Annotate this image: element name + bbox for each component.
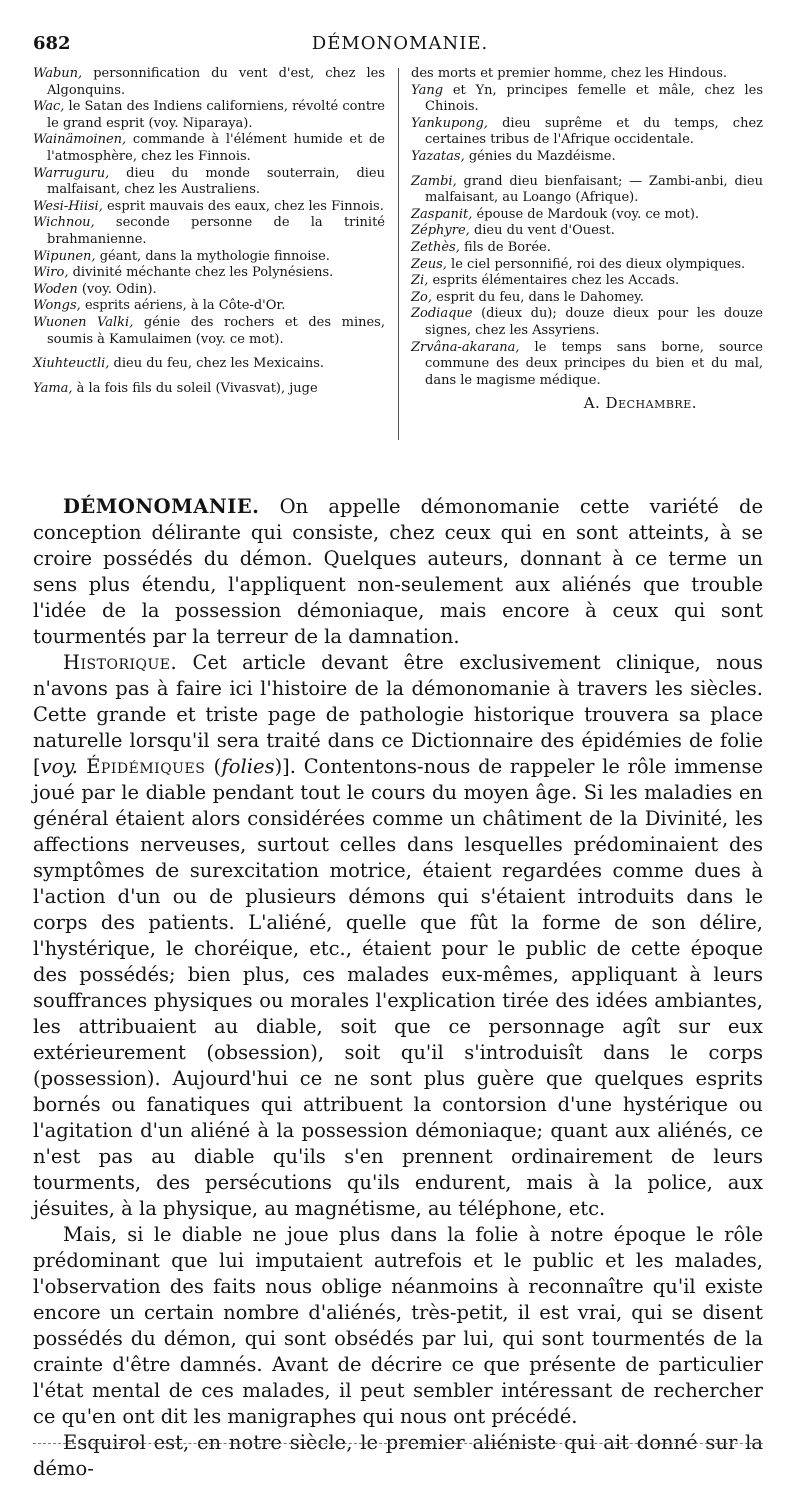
paragraph-3: Esquirol est, en notre siècle, le premier aliéniste qui ait donné sur la démo- xyxy=(33,1431,763,1480)
glossary-entry xyxy=(411,116,763,149)
glossary-entry xyxy=(33,356,385,373)
intro-paragraph xyxy=(33,494,763,650)
entry-term: Wesi-Hiisi, xyxy=(33,198,103,214)
glossary-entry xyxy=(33,315,385,348)
entry-text: le ciel personnifié, roi des dieux olympiques. xyxy=(446,256,746,272)
glossary-entry xyxy=(33,265,385,282)
entry-term: Wichnou, xyxy=(33,215,95,231)
entry-text: fils de Borée. xyxy=(459,239,551,255)
historique-text-b: )]. Contentons-nous de rappeler le rôle immense joué par le diable pendant tout le cours du moyen âge. Si les maladies en général étaient alors considérées comme un châtiment de la Divinité, les affections nerveuses, surtout celles dans lesquelles prédominaient des symptômes de surexcitation motrice, étaient regardées comme dues à l'action d'un ou de plusieurs démons qui s'étaient introduits dans le corps des patients. L'aliéné, quelle que fût la forme de son délire, l'hystérique, le choréique, etc., étaient pour le public de cette époque des possédés; bien plus, ces malades eux-mêmes, appliquant à leurs souffrances physiques ou morales l'explication tirée des idées ambiantes, les attribuaient au diable, soit que ce personnage agît sur eux extérieurement (obsession), soit qu'il s'introduisît dans le corps (possession). Aujourd'hui ce ne sont plus guère que quelques esprits bornés ou fanatiques qui attribuent la contorsion d'une hystérique ou l'agitation d'un aliéné à la possession démoniaque; quant aux aliénés, ce n'est pas au diable qu'ils s'en prennent ordinairement de leurs tourments, des persécutions qu'ils endurent, mais à la police, aux jésuites, à la physique, au magnétisme, au téléphone, etc. xyxy=(33,755,763,1220)
historique-ref: Épidémiques ( xyxy=(78,755,222,778)
entry-term: Zeus, xyxy=(411,256,447,272)
page-number: 682 xyxy=(33,33,71,54)
entry-term: Wongs, xyxy=(33,298,81,314)
left-column xyxy=(33,66,385,397)
entry-text: le temps sans borne, source commune des deux principes du bien et du mal, dans le magisme médique. xyxy=(425,339,763,388)
entry-term: Yankupong, xyxy=(411,115,488,131)
entry-text: et Yn, principes femelle et mâle, chez les Chinois. xyxy=(425,82,763,115)
entry-term: Wainämoinen, xyxy=(33,132,127,148)
entry-term: Zambi, xyxy=(411,173,457,189)
entry-text: divinité méchante chez les Polynésiens. xyxy=(68,265,334,281)
entry-term: Wiro, xyxy=(33,265,69,281)
glossary-entry xyxy=(411,257,763,274)
entry-text: (voy. Odin). xyxy=(77,281,157,297)
glossary-entry xyxy=(33,166,385,199)
entry-term: Wac, xyxy=(33,99,65,115)
entry-text: géant, dans la mythologie finnoise. xyxy=(95,248,330,264)
glossary-entry xyxy=(411,149,763,166)
entry-term: Yazatas, xyxy=(411,148,465,164)
glossary-entry xyxy=(411,83,763,116)
intro-text: On appelle démonomanie cette variété de conception délirante qui consiste, chez ceux qui en sont atteints, à se croire possédés du démon. Quelques auteurs, donnant à ce terme un sens plus étendu, l'appliquent non-seulement aux aliénés que trouble l'idée de la possession démoniaque, mais encore à ceux qui sont tourmentés par la terreur de la damnation. xyxy=(33,495,763,648)
entry-term: Yama, xyxy=(33,380,73,396)
entry-text: dieu suprême et du temps, chez certaines tribus de l'Afrique occidentale. xyxy=(425,115,763,148)
entry-term: Wipunen, xyxy=(33,248,96,264)
entry-term: Zaspanit, xyxy=(411,206,473,222)
entry-term: Zéphyre, xyxy=(411,223,470,239)
entry-term: Woden xyxy=(33,281,78,297)
entry-text: génie des rochers et des mines, soumis à Kamulaimen (voy. ce mot). xyxy=(47,314,385,347)
historique-voy: voy. xyxy=(40,755,78,778)
glossary-entry xyxy=(411,223,763,240)
entry-text: à la fois fils du soleil (Vivasvat), juge xyxy=(72,380,318,396)
signature: A. Dechambre. xyxy=(583,394,697,413)
entry-text: épouse de Mardouk (voy. ce mot). xyxy=(472,206,700,222)
entry-text: esprit mauvais des eaux, chez les Finnois. xyxy=(102,198,384,214)
glossary-entry xyxy=(33,282,385,299)
glossary-entry xyxy=(411,290,763,307)
right-column xyxy=(411,66,763,412)
entry-text: des morts et premier homme, chez les Hindous. xyxy=(411,66,728,81)
entry-text: personnification du vent d'est, chez les Algonquins. xyxy=(47,66,385,98)
glossary-entry xyxy=(411,174,763,207)
historique-paragraph xyxy=(33,650,763,1222)
entry-term: Zrvâna-akarana, xyxy=(411,339,520,355)
glossary-entry xyxy=(33,199,385,216)
historique-folies: folies xyxy=(221,755,275,778)
paragraph-2: Mais, si le diable ne joue plus dans la folie à notre époque le rôle prédominant que lui imputaient autrefois et le public et les malades, l'observation des faits nous oblige néanmoins à reconnaître qu'il existe encore un certain nombre d'aliénés, très-petit, il est vrai, qui se disent possédés du démon, qui sont obsédés par lui, qui sont tourmentés de la crainte d'être damnés. Avant de décrire ce que présente de particulier l'état mental de ces malades, il peut sembler intéressant de rechercher ce qu'en ont dit les manigraphes qui nous ont précédé. xyxy=(33,1223,763,1428)
glossary-entry xyxy=(33,249,385,266)
entry-term: Zi, xyxy=(411,273,429,289)
entry-text: esprits élémentaires chez les Accads. xyxy=(428,273,680,289)
article-body xyxy=(33,494,763,1482)
glossary-entry xyxy=(33,132,385,165)
entry-text: grand dieu bienfaisant; — Zambi-anbi, dieu malfaisant, au Loango (Afrique). xyxy=(425,173,763,206)
glossary-entry xyxy=(411,340,763,390)
glossary-entry xyxy=(33,215,385,248)
glossary-entry xyxy=(33,381,385,398)
entry-term: Xiuhteuctli, xyxy=(33,356,110,372)
glossary-entry xyxy=(33,298,385,315)
historique-text-a: Cet article devant être exclusivement clinique, nous n'avons pas à faire ici l'histoire de la démonomanie à travers les siècles. Cette grande et triste page de pathologie historique trouvera sa place naturelle lorsqu'il sera traité dans ce Dictionnaire des épidémies de folie [ xyxy=(33,651,763,778)
entry-term: Zodiaque xyxy=(411,306,473,322)
entry-term: Yang xyxy=(411,82,444,98)
entry-term: Zethès, xyxy=(411,239,460,255)
historique-label: Historique. xyxy=(63,651,178,674)
entry-term: Zo, xyxy=(411,289,432,305)
article-headword: DÉMONOMANIE. xyxy=(63,495,260,518)
entry-text: esprits aériens, à la Côte-d'Or. xyxy=(80,298,286,314)
entry-text: génies du Mazdéisme. xyxy=(464,148,616,164)
glossary-entry xyxy=(33,66,385,99)
entry-text: commande à l'élément humide et de l'atmosphère, chez les Finnois. xyxy=(47,132,385,164)
glossary-entry xyxy=(411,240,763,257)
entry-term: Warruguru, xyxy=(33,165,110,181)
glossary-entry xyxy=(411,207,763,224)
entry-text: seconde personne de la trinité brahmanienne. xyxy=(47,215,385,247)
glossary-entry xyxy=(411,66,763,83)
glossary-entry xyxy=(411,306,763,339)
entry-text: (dieux du); douze dieux pour les douze signes, chez les Assyriens. xyxy=(425,306,763,338)
glossary-entry xyxy=(33,99,385,132)
entry-text: dieu du vent d'Ouest. xyxy=(469,223,615,239)
entry-term: Wuonen Valki, xyxy=(33,314,134,330)
entry-text: le Satan des Indiens californiens, révolté contre le grand esprit (voy. Niparaya). xyxy=(47,99,385,131)
running-title: DÉMONOMANIE. xyxy=(311,33,489,54)
entry-text: esprit du feu, dans le Dahomey. xyxy=(432,289,644,305)
glossary-entry xyxy=(411,273,763,290)
column-rule xyxy=(398,68,399,440)
footer-rule xyxy=(33,1443,763,1444)
entry-text: dieu du monde souterrain, dieu malfaisant, chez les Australiens. xyxy=(47,165,385,198)
entry-term: Wabun, xyxy=(33,66,83,81)
entry-text: dieu du feu, chez les Mexicains. xyxy=(109,356,325,372)
